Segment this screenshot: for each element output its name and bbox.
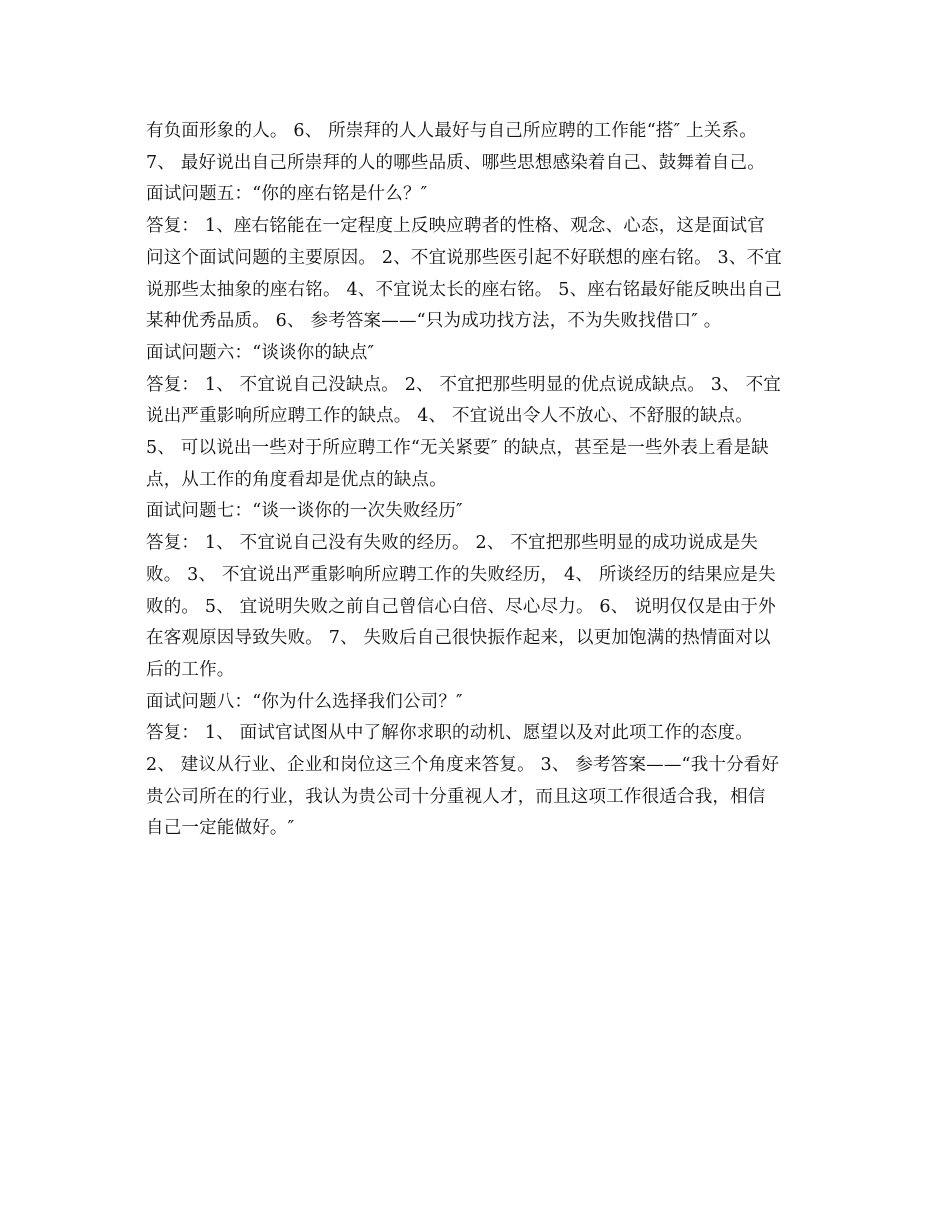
text-line: 答复： 1、 面试官试图从中了解你求职的动机、愿望以及对此项工作的态度。 [146, 723, 753, 744]
question-heading: 面试问题八：“你为什么选择我们公司？″ [146, 691, 463, 712]
text-line: 自己一定能做好。″ [146, 818, 295, 839]
text-line: 说出严重影响所应聘工作的缺点。 4、 不宜说出令人不放心、不舒服的缺点。 [146, 406, 753, 427]
question-heading: 面试问题五：“你的座右铭是什么？″ [146, 184, 428, 205]
text-line: 答复： 1、座右铭能在一定程度上反映应聘者的性格、观念、心态，这是面试官 [146, 216, 765, 237]
text-line: 某种优秀品质。 6、 参考答案——“只为成功找方法，不为失败找借口″ 。 [146, 311, 722, 332]
text-line: 2、 建议从行业、企业和岗位这三个角度来答复。 3、 参考答案——“我十分看好 [146, 755, 780, 776]
text-line: 5、 可以说出一些对于所应聘工作“无关紧要″ 的缺点，甚至是一些外表上看是缺 [146, 438, 769, 459]
text-line: 7、 最好说出自己所崇拜的人的哪些品质、哪些思想感染着自己、鼓舞着自己。 [146, 152, 765, 173]
text-line: 败。 3、 不宜说出严重影响所应聘工作的失败经历， 4、 所谈经历的结果应是失 [146, 564, 776, 585]
text-line: 贵公司所在的行业，我认为贵公司十分重视人才，而且这项工作很适合我，相信 [146, 786, 766, 807]
text-line: 有负面形象的人。 6、 所崇拜的人人最好与自己所应聘的工作能“搭″ 上关系。 [146, 121, 757, 141]
text-line: 答复： 1、 不宜说自己没有失败的经历。 2、 不宜把那些明显的成功说成是失 [146, 533, 759, 554]
text-line: 答复： 1、 不宜说自己没缺点。 2、 不宜把那些明显的优点说成缺点。 3、 不宜 [146, 374, 781, 395]
text-line: 后的工作。 [146, 659, 235, 680]
question-heading: 面试问题七：“谈一谈你的一次失败经历″ [146, 501, 463, 522]
text-line: 败的。 5、 宜说明失败之前自己曾信心白倍、尽心尽力。 6、 说明仅仅是由于外 [146, 596, 776, 617]
question-heading: 面试问题六：“谈谈你的缺点″ [146, 342, 375, 363]
text-line: 在客观原因导致失败。 7、 失败后自己很快振作起来，以更加饱满的热情面对以 [146, 628, 771, 649]
text-line: 说那些太抽象的座右铭。 4、不宜说太长的座右铭。 5、座右铭最好能反映出自己 [146, 279, 782, 300]
document-body [146, 116, 814, 845]
text-line: 点，从工作的角度看却是优点的缺点。 [146, 469, 447, 490]
text-line: 问这个面试问题的主要原因。 2、不宜说那些医引起不好联想的座右铭。 3、不宜 [146, 247, 782, 268]
